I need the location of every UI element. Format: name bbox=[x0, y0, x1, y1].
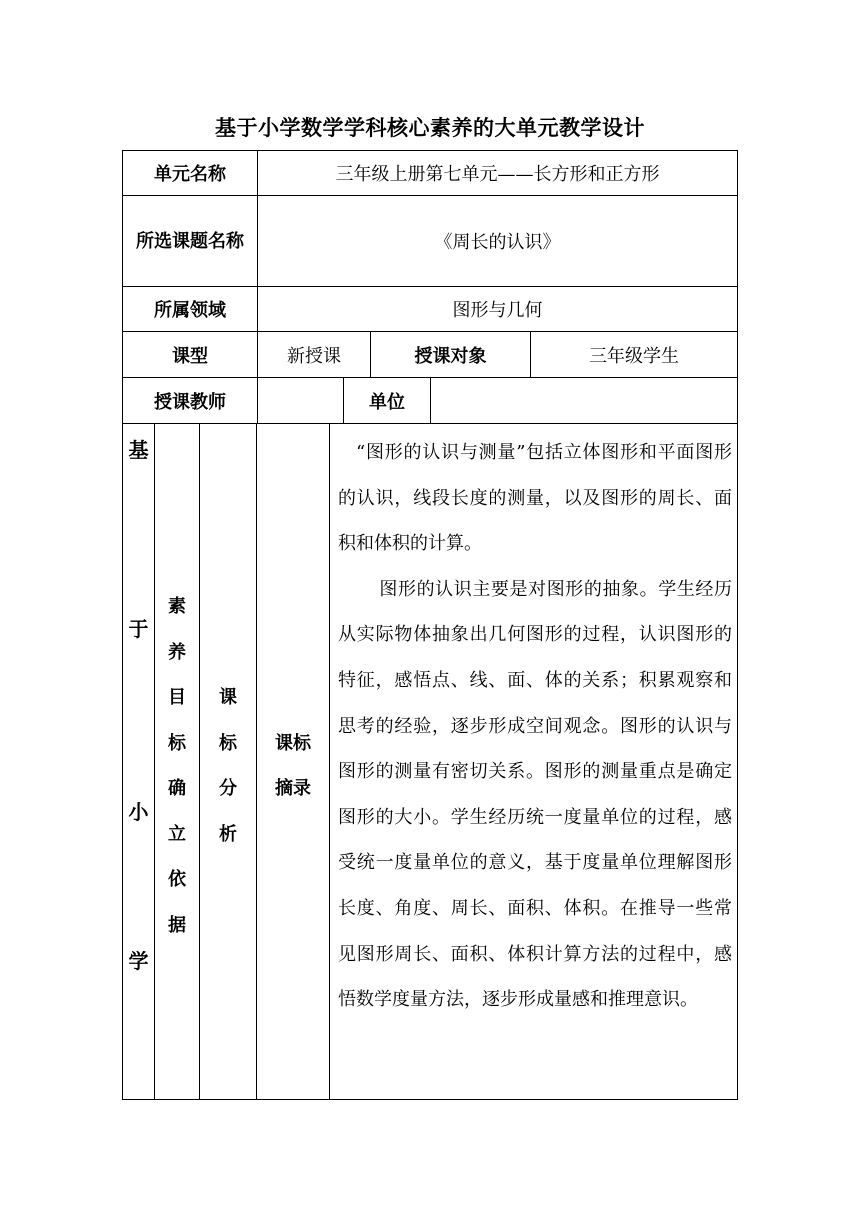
char: 依 bbox=[168, 869, 186, 890]
table-border bbox=[737, 150, 738, 1100]
table-border bbox=[122, 423, 738, 424]
table-border bbox=[199, 423, 200, 1100]
char: 素 bbox=[168, 596, 186, 617]
excerpt-paragraph: “图形的认识与测量”包括立体图形和平面图形的认识，线段长度的测量，以及图形的周长、面积和体积的计算。 bbox=[338, 442, 732, 555]
teacher-value bbox=[258, 378, 343, 423]
char: 标 bbox=[168, 733, 186, 754]
org-label: 单位 bbox=[369, 391, 405, 413]
curriculum-excerpt bbox=[338, 430, 732, 1023]
excerpt-paragraph: 图形的认识主要是对图形的抽象。学生经历从实际物体抽象出几何图形的过程，认识图形的特征，感悟点、线、面、体的关系；积累观察和思考的经验，逐步形成空间观念。图形的认识与图形的测量有密切关系。图形的测量重点是确定图形的大小。学生经历统一度量单位的过程，感受统一度量单位的意义，基于度量单位理解图形长度、角度、周长、面积、体积。在推导一些常见图形周长、面积、体积计算方法的过程中，感悟数学度量方法，逐步形成量感和推理意识。 bbox=[338, 578, 732, 1011]
table-border bbox=[154, 423, 155, 1100]
char: 据 bbox=[168, 915, 186, 936]
char: 养 bbox=[168, 642, 186, 663]
char: 摘录 bbox=[275, 778, 311, 799]
table-border bbox=[122, 1099, 738, 1100]
char: 于 bbox=[128, 617, 149, 641]
unit-name-label: 单元名称 bbox=[154, 164, 226, 185]
char: 析 bbox=[219, 824, 237, 845]
lesson-type-value: 新授课 bbox=[287, 345, 341, 367]
char: 分 bbox=[219, 778, 237, 799]
topic-label: 所选课题名称 bbox=[136, 230, 244, 252]
char: 课 bbox=[219, 687, 237, 708]
topic-value: 《周长的认识》 bbox=[434, 232, 561, 253]
teacher-label: 授课教师 bbox=[154, 391, 226, 413]
domain-value: 图形与几何 bbox=[452, 300, 543, 321]
audience-label: 授课对象 bbox=[414, 345, 487, 367]
char: 学 bbox=[128, 949, 149, 973]
char: 课标 bbox=[275, 733, 311, 754]
char: 标 bbox=[219, 733, 237, 754]
table-border bbox=[256, 423, 257, 1100]
lesson-type-label: 课型 bbox=[172, 345, 208, 367]
org-value bbox=[431, 378, 737, 423]
char: 立 bbox=[168, 824, 186, 845]
unit-name-value: 三年级上册第七单元——长方形和正方形 bbox=[335, 164, 660, 185]
domain-label: 所属领域 bbox=[154, 300, 226, 321]
char: 基 bbox=[128, 438, 149, 462]
char: 确 bbox=[168, 778, 186, 799]
char: 目 bbox=[168, 687, 186, 708]
table-border bbox=[329, 423, 330, 1100]
char: 小 bbox=[128, 800, 149, 824]
document-title: 基于小学数学学科核心素养的大单元教学设计 bbox=[215, 115, 645, 140]
audience-value: 三年级学生 bbox=[589, 345, 679, 367]
